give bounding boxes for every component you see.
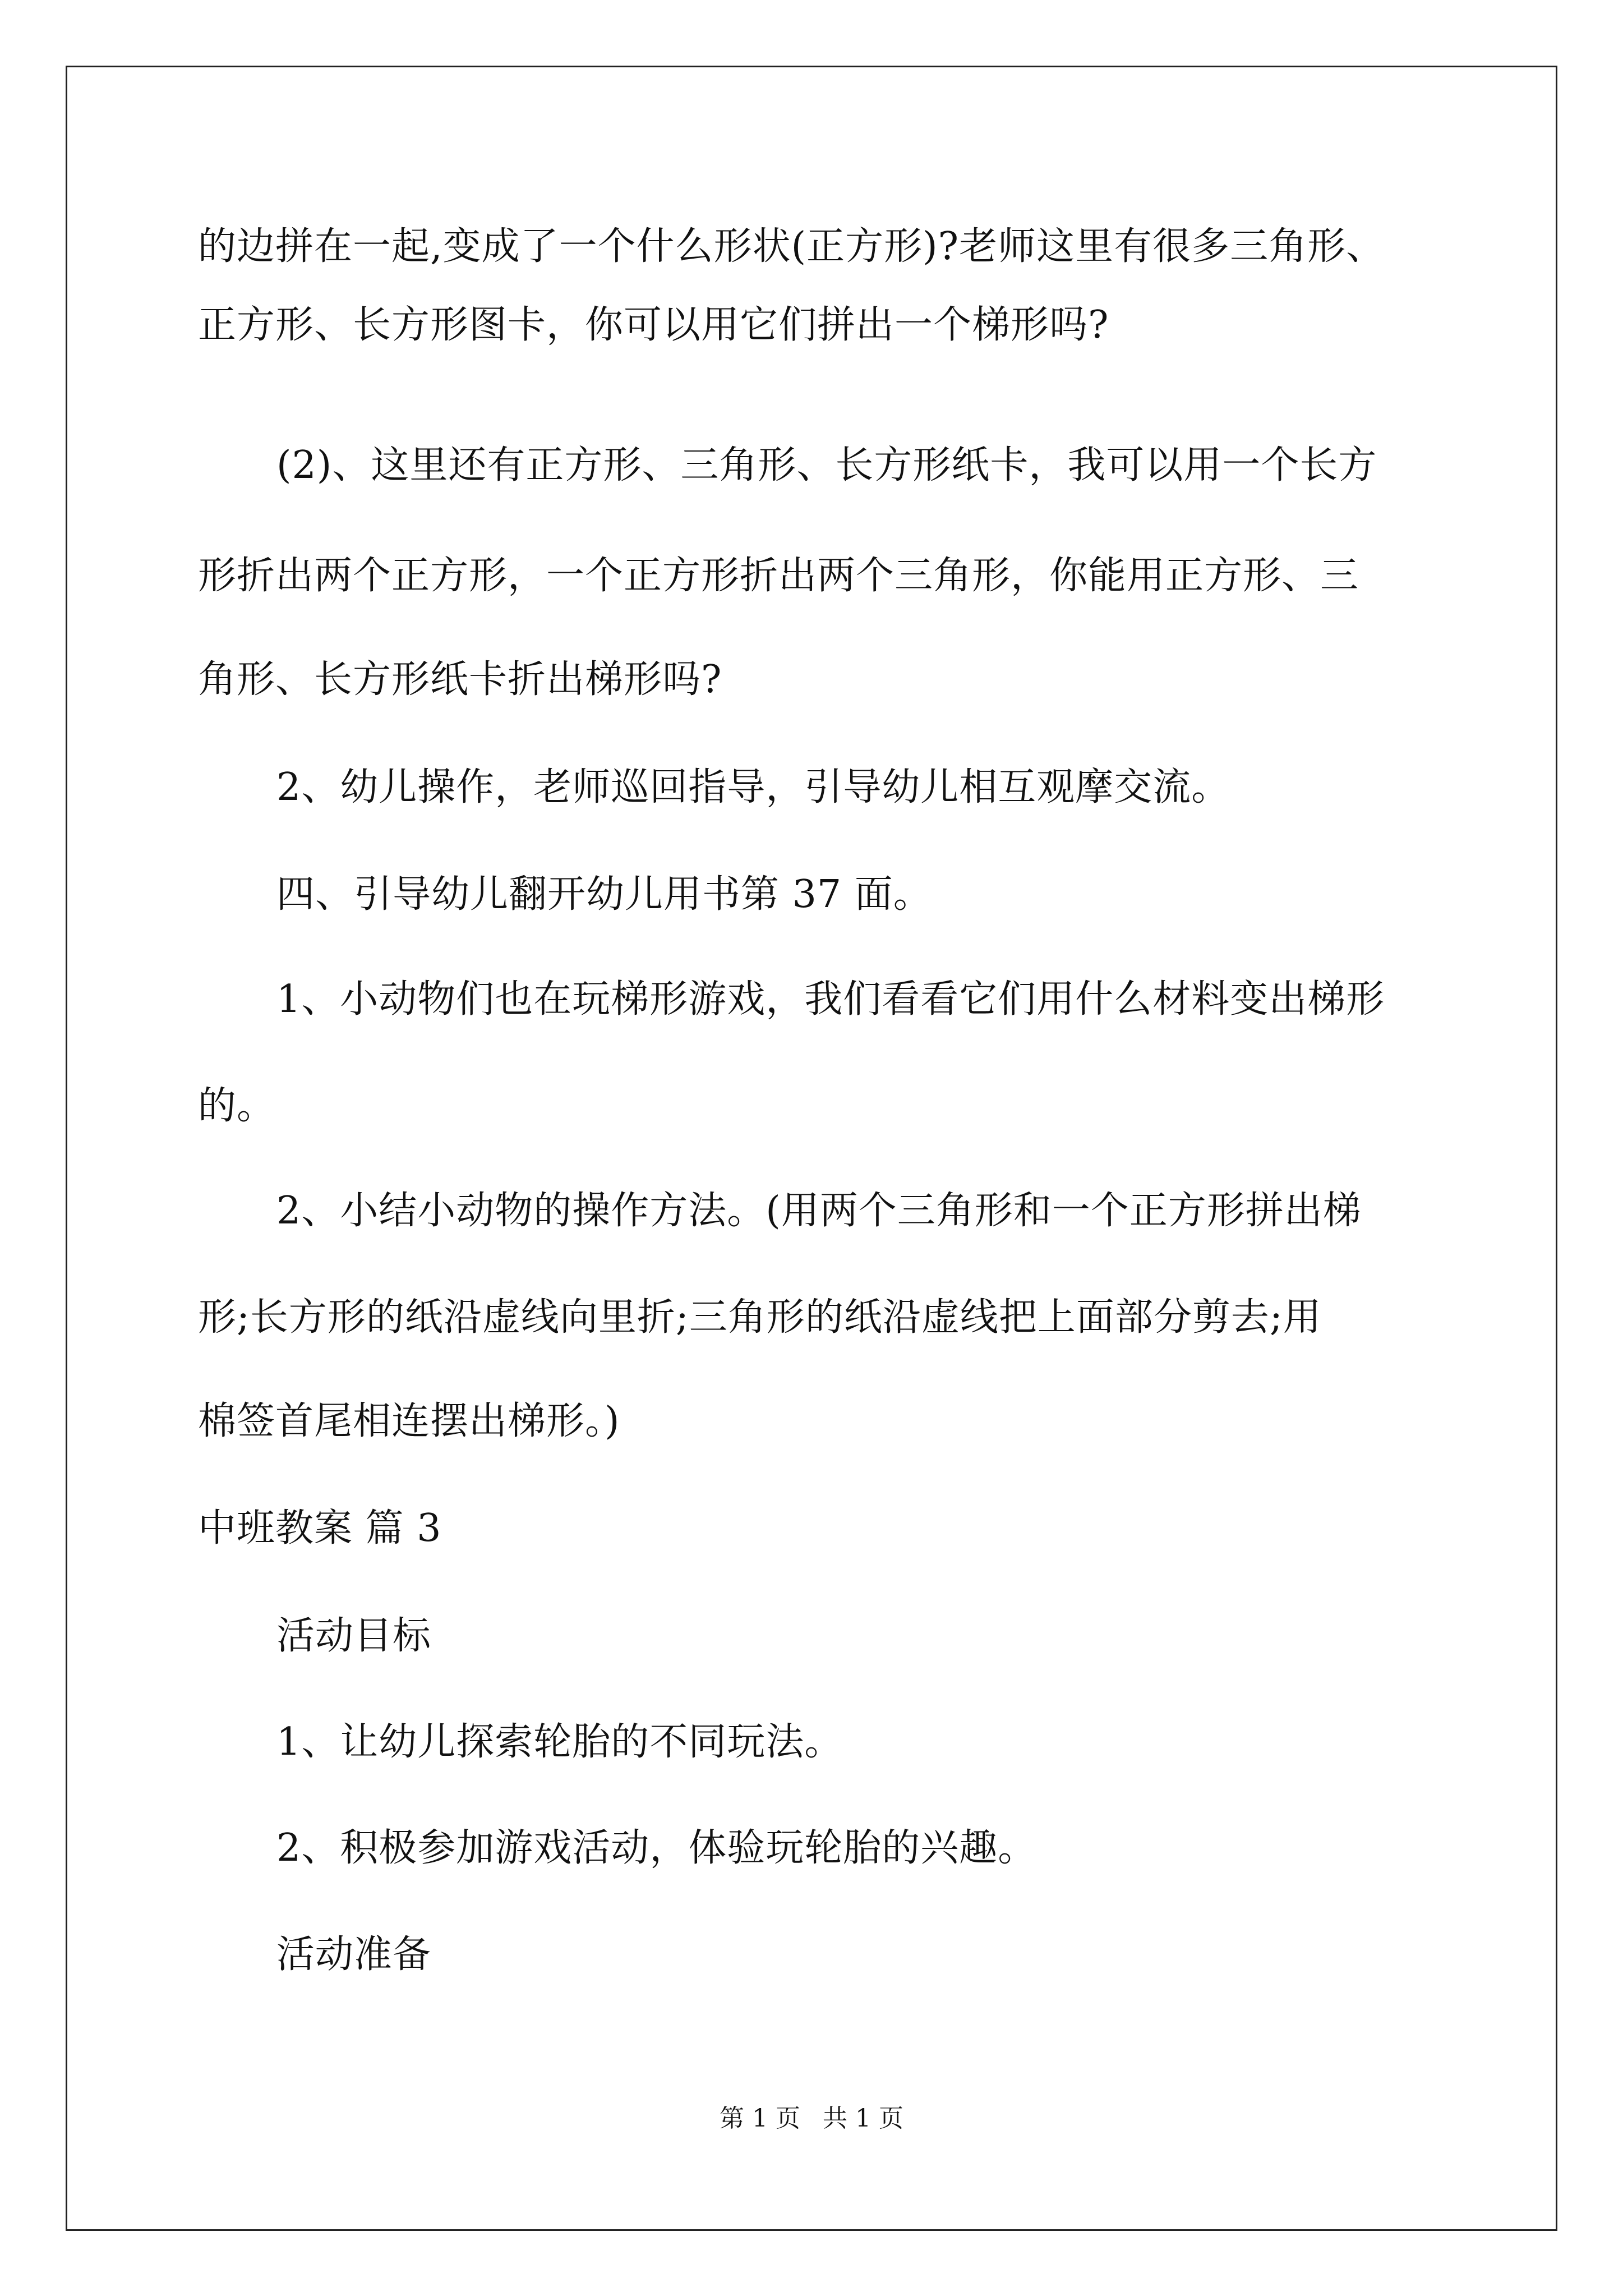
page-number: 第 1 页 <box>720 2104 800 2133</box>
paragraph-line: 活动目标 <box>276 1614 432 1658</box>
paragraph-line: 2、积极参加游戏活动，体验玩轮胎的兴趣。 <box>276 1826 1037 1870</box>
paragraph-line: 2、小结小动物的操作方法。(用两个三角形和一个正方形拼出梯 <box>276 1189 1362 1233</box>
paragraph-line: 形;长方形的纸沿虚线向里折;三角形的纸沿虚线把上面部分剪去;用 <box>198 1295 1322 1340</box>
paragraph-line: 1、小动物们也在玩梯形游戏，我们看看它们用什么材料变出梯形 <box>276 977 1385 1022</box>
paragraph-line: 的。 <box>198 1084 276 1128</box>
section-heading: 中班教案 篇 3 <box>198 1506 442 1550</box>
page-border <box>66 66 1557 2231</box>
page-footer <box>0 2106 1623 2131</box>
paragraph-line: 四、引导幼儿翻开幼儿用书第 37 面。 <box>276 872 932 917</box>
paragraph-line: 的边拼在一起,变成了一个什么形状(正方形)?老师这里有很多三角形、 <box>198 224 1385 269</box>
paragraph-line: 活动准备 <box>276 1932 432 1977</box>
paragraph-line: 角形、长方形纸卡折出梯形吗? <box>198 657 722 702</box>
paragraph-line: 正方形、长方形图卡，你可以用它们拼出一个梯形吗? <box>198 303 1109 347</box>
page-total: 共 1 页 <box>823 2104 903 2133</box>
paragraph-line: 形折出两个正方形，一个正方形折出两个三角形，你能用正方形、三 <box>198 554 1359 598</box>
paragraph-line: 2、幼儿操作，老师巡回指导，引导幼儿相互观摩交流。 <box>276 765 1230 809</box>
paragraph-line: 1、让幼儿探索轮胎的不同玩法。 <box>276 1720 843 1764</box>
paragraph-line: 棉签首尾相连摆出梯形。) <box>198 1399 620 1443</box>
paragraph-line: (2)、这里还有正方形、三角形、长方形纸卡，我可以用一个长方 <box>276 443 1377 487</box>
